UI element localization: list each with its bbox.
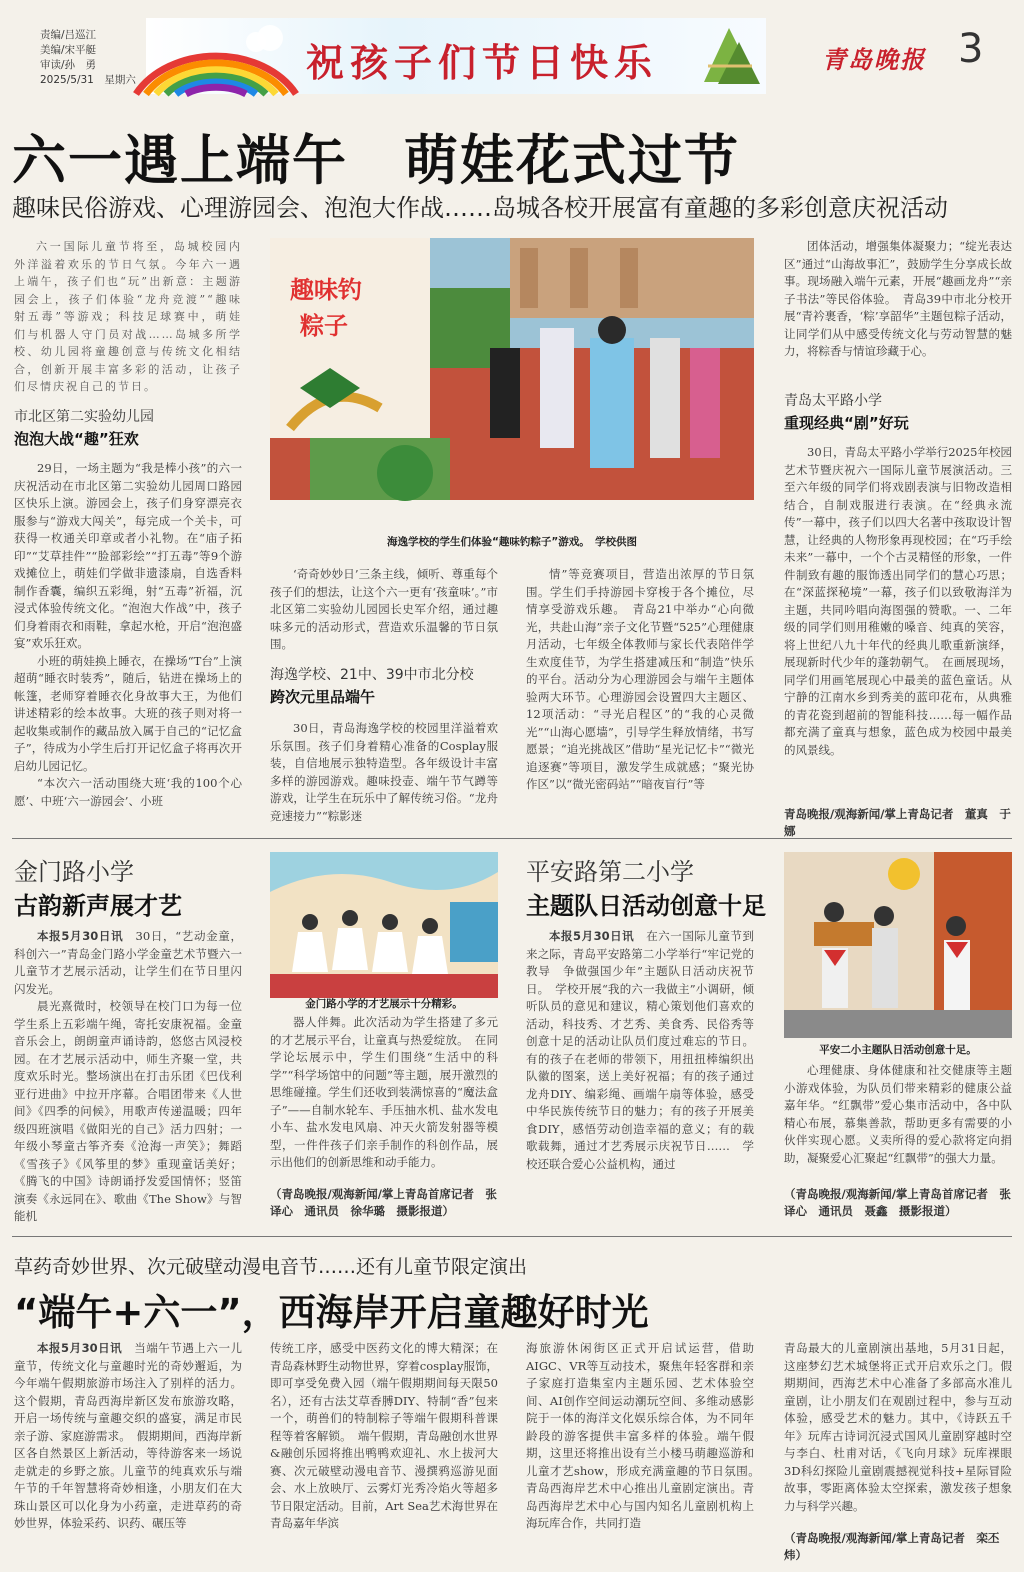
dateline: 本报5月30日讯: [37, 1341, 123, 1355]
divider: [12, 1236, 1012, 1237]
lead-paragraph: 六一国际儿童节将至，岛城校园内外洋溢着欢乐的节日气氛。今年六一遇上端午，孩子们也“玩”出新意：主题游园会上，孩子们体验“龙舟竞渡”“趣味射五毒”等游戏；科技足球赛中，萌娃们与机器人守门员对战……岛城多所学校、幼儿园将童趣创意与传统文化相结合，创新开展丰富多彩的活动，让孩子们尽情庆祝自己的节日。: [14, 240, 242, 393]
article-body: 海旅游休闲街区正式开启试运营，借助AIGC、VR等互动技术，聚焦年轻客群和亲子家庭打造集室内主题乐园、艺术体验空间、AI创作空间运动潮玩空间、多维动感影院于一体的海洋文化娱乐综合体，为不同年龄段的游客提供丰富多样的体验。端午假期，这里还将推出设有兰小楼马萌趣巡游和儿童才艺show，形成充满童趣的节日氛围。 青岛西海岸艺术中心推出儿童剧定演出。青岛西海岸艺术中心与国内知名儿童剧机构上海玩库合作，共同打造: [526, 1341, 766, 1530]
byline: （青岛晚报/观海新闻/掌上青岛首席记者 张译心 通讯员 徐华璐 摄影报道）: [270, 1187, 497, 1218]
bottom-subhead: 草药奇妙世界、次元破壁动漫电音节……还有儿童节限定演出: [14, 1256, 528, 1278]
article-body: 器人伴舞。此次活动为学生搭建了多元的才艺展示平台，让童真与热爱绽放。 在同学论坛展示中，学生们围绕“生活中的科学”“科学场馆中的问题”等主题，展开激烈的思维碰撞。学生们还收到装满惊喜的“魔法盒子”——自制水轮车、手压抽水机、盐水发电小车、盐水发电风扇、冲天火箭发射器等模型，一件件孩子们亲手制作的科创作品，展示出他们的创新思维和动手能力。: [270, 1015, 498, 1169]
credit-line: 审读/孙 勇: [40, 59, 97, 71]
article-body: 传统工序，感受中医药文化的博大精深；在青岛森林野生动物世界，穿着cosplay服饰，即可享受免费入园（端午假期期间每天限50名），还有古法艾草香膊DIY、特制“香”包来一个，萌兽们的特制粽子等端午假期科普课程等着客解锁。 端午假期，青岛融创水世界&融创乐园将推出鸭鸭欢迎礼、水上拔河大赛、次元破壁动漫电音节、漫撰鸦巡游见面会、水上放映厅、云雾灯光秀冷焰火等超多节日限定活动。目前，Art Sea艺术海世界在青岛嘉年华滨: [270, 1341, 498, 1530]
credit-line: 责编/吕巡江: [40, 29, 97, 41]
photo-caption: 海逸学校的学生们体验“趣味钓粽子”游戏。 学校供图: [386, 536, 638, 548]
photo-illustration: [270, 852, 498, 998]
page-number: 3: [958, 26, 984, 72]
section-title: 古韵新声展才艺: [14, 892, 182, 920]
zongzi-icon: [694, 22, 764, 92]
section-kicker: 金门路小学: [14, 858, 134, 886]
article-body: 本报5月30日讯 30日，“艺动金童，科创六一”青岛金门路小学金童艺术节暨六一儿童节才艺展示活动，让学生们在节日里闪闪发光。 晨光熹微时，校领导在校门口为每一位学生系上五彩端午绳，寄托安康祝福。金童音乐会上，朗朗童声诵诗韵，悠悠古风浸校园。在才艺展示活动中，师生齐聚一堂，共度欢乐时光。整场演出在打击乐团《巴伐利亚行进曲》中拉开序幕。合唱团带来《人世间》《四季的问候》，用歌声传递温暖；四年级四班演唱《做阳光的自己》活力四射；一年级小琴童古筝齐奏《沧海一声笑》；舞蹈《雪孩子》《风筝里的梦》重现童话美好；《腾飞的中国》诗朗诵抒发爱国情怀；竖笛演奏《永远同在》、歌曲《The Show》与智能机: [14, 929, 242, 1223]
paper-logo: 青岛晚报: [822, 45, 926, 74]
editor-credits: [40, 28, 136, 88]
photo-caption: 金门路小学的才艺展示十分精彩。: [305, 998, 463, 1010]
byline: 青岛晚报/观海新闻/掌上青岛记者 董真 于娜: [784, 807, 1011, 838]
section-title: 主题队日活动创意十足: [526, 892, 766, 920]
main-subhead: 趣味民俗游戏、心理游园会、泡泡大作战……岛城各校开展富有童趣的多彩创意庆祝活动: [12, 194, 948, 222]
main-headline: 六一遇上端午 萌娃花式过节: [12, 129, 740, 192]
photo-caption: 平安二小主题队日活动创意十足。: [819, 1044, 977, 1056]
article-body: 心理健康、身体健康和社交健康等主题小游戏体验，为队员们带来精彩的健康公益嘉年华。“红飘带”爱心集市活动中，各中队精心布展，慕集善款，帮助更多有需要的小伙伴实现心愿。义卖所得的爱心款将定向捐助，凝聚爱心汇聚起“红飘带”的强大力量。: [784, 1063, 1012, 1165]
rainbow-icon: [146, 18, 306, 94]
article-body: 30日，青岛海逸学校的校园里洋溢着欢乐氛围。孩子们身着精心准备的Cosplay服装，自信地展示独特造型。各年级设计丰富多样的游园游戏。趣味投壶、端午节气蹲等游戏，让学生在玩乐中了解传统习俗。“龙舟竞速接力”“粽影迷: [270, 721, 498, 823]
article-body: 本报5月30日讯 在六一国际儿童节到来之际，青岛平安路第二小学举行“牢记党的教导 争做强国少年”主题队日活动庆祝节日。 学校开展“我的六一我做主”小调研，倾听队员的意见和建议，精心策划他们喜欢的活动，科技秀、才艺秀、美食秀、民俗秀等创意十足的活动让队员们度过难忘的节日。有的孩子在老师的带领下，用扭扭棒编织出队徽的图案，送上美好祝福；有的孩子通过龙舟DIY、编彩绳、画端午扇等体验，感受中华民族传统节日的魅力；有的孩子开展美食DIY，感悟劳动创造幸福的意义；有的载歌载舞，通过才艺秀展示庆祝节日…… 学校还联合爱心公益机构，通过: [526, 929, 754, 1171]
dateline: 本报5月30日讯: [549, 929, 635, 943]
credit-line: 美编/宋平艇: [40, 44, 97, 56]
photo-fishing-zongzi: [270, 238, 754, 500]
section-kicker: 平安路第二小学: [526, 858, 694, 886]
article-body: 本报5月30日讯 当端午节遇上六一儿童节，传统文化与童趣时光的奇妙邂逅，为今年端午假期旅游市场注入了别样的活力。这个假期，青岛西海岸新区发布旅游攻略，开启一场传统与童趣交织的盛宴，满足市民亲子游、家庭游需求。 假期期间，西海岸新区各自然景区上新活动，等待游客来一场说走就走的乡野之旅。儿童节的纯真欢乐与端午节的千年智慧将奇妙相逢，小朋友们在大珠山景区可以化身为小药童，走进草药的奇妙世界，体验采药、识药、碾压等: [14, 1341, 242, 1530]
byline: （青岛晚报/观海新闻/掌上青岛首席记者 张译心 通讯员 聂鑫 摄影报道）: [784, 1187, 1011, 1218]
dateline: 本报5月30日讯: [37, 929, 124, 943]
section-title: 重现经典“剧”好玩: [784, 414, 909, 432]
section-title: 泡泡大战“趣”狂欢: [14, 430, 139, 448]
photo-performance: [270, 852, 498, 998]
issue-date: 2025/5/31 星期六: [40, 74, 136, 86]
svg-text:粽子: 粽子: [300, 312, 348, 340]
section-title: 跨次元里品端午: [270, 688, 376, 706]
section-kicker: 市北区第二实验幼儿园: [14, 409, 154, 425]
article-body: 30日，青岛太平路小学举行2025年校园艺术节暨庆祝六一国际儿童节展演活动。三至六年级的同学们将戏剧表演与旧物改造相结合，自制戏服进行表演。在“经典永流传”一幕中，孩子们以四大名著中孩取设计智慧，让经典的人物形象再现校园；在“巧手绘未来”一幕中，一个个古灵精怪的形象，一件件制致有趣的服饰透出同学们的慧心巧思；在“深蓝探秘境”一幕，孩子们以致敬海洋为主题，共同吟唱向海图强的赞歌。一、二年级的同学们则用稚嫩的嗓音、纯真的笑容，将上世纪八九十年代的经典儿歌重新演绎，展现新时代少年的蓬勃朝气。 在画展现场，同学们用画笔展现心中最美的蓝色童话。从宁静的江南水乡到秀美的蓝印花布，从典雅的青花瓷到超前的智能科技……每一幅作品都充满了童真与想象，蓝色成为校园中最美的风景线。: [784, 445, 1012, 757]
divider: [12, 838, 1012, 839]
holiday-banner: [146, 18, 766, 94]
article-body: 青岛最大的儿童剧演出基地，5月31日起，这座梦幻艺术城堡将正式开启欢乐之门。假期期间，西海艺术中心准备了多部高水准儿童剧，让小朋友们在观剧过程中，参与互动体验，感受艺术的魅力。其中，《诗跃五千年》玩库古诗词沉浸式国风儿童剧穿越时空与李白、杜甫对话，《飞向月球》玩库裸眼3D科幻探险儿童剧震撼视觉科技+星际冒险故事，零距离体验太空探索，激发孩子想象力与科学兴趣。: [784, 1341, 1012, 1513]
section-kicker: 青岛太平路小学: [784, 393, 882, 409]
article-body: 团体活动，增强集体凝聚力；“绽光表达区”通过“山海故事汇”，鼓励学生分享成长故事。现场融入端午元素，开展“趣画龙舟”“亲子书法”等民俗体验。 青岛39中市北分校开展“青衿裹香，‘粽’享韶华”主题包粽子活动，让同学们从中感受传统文化与劳动智慧的魅力，将粽香与情谊珍藏于心。: [784, 239, 1012, 358]
article-body: 情”等竞赛项目，营造出浓厚的节日氛围。学生们手持游园卡穿梭于各个摊位，尽情享受游戏乐趣。 青岛21中举办“心向微光，共赴山海”亲子文化节暨“525”心理健康月活动，七年级全体教师与家长代表陪伴学生欢度佳节，为学生搭建减压和“制造”快乐的平台。活动分为心理游园会与端午主题体验两大环节。心理游园会设置四大主题区、12项活动：“寻光启程区”的“我的心灵微光”“山海心愿墙”，引导学生释放情绪，书写愿景；“追光挑战区”借助“星光记忆卡”“微光追逐赛”等项目，激发学生成就感；“聚光协作区”以“微光密码站”“暗夜盲行”等: [526, 567, 754, 791]
svg-text:趣味钓: 趣味钓: [290, 276, 362, 304]
section-kicker: 海逸学校、21中、39中市北分校: [270, 667, 474, 683]
article-body: ‘奇奇妙妙日’三条主线，倾听、尊重每个孩子们的想法，让这个六一更有‘孩童味’。”市北区第二实验幼儿园园长史军介绍，通过趣味多元的活动形式，营造欢乐温馨的节日氛围。: [270, 567, 498, 651]
bottom-headline: “端午+六一”，西海岸开启童趣好时光: [14, 1291, 649, 1334]
photo-team-day: [784, 852, 1012, 1038]
banner-title: 祝孩子们节日快乐: [306, 40, 659, 85]
byline: （青岛晚报/观海新闻/掌上青岛记者 栾丕炜）: [784, 1531, 1000, 1562]
photo-illustration: [784, 852, 1012, 1038]
photo-illustration: [270, 238, 754, 500]
article-body: 29日，一场主题为“我是棒小孩”的六一庆祝活动在市北区第二实验幼儿园周口路园区快乐上演。游园会上，孩子们身穿漂亮衣服参与“游戏大闯关”，每完成一个关卡，可获得一枚通关印章或者小礼物。在“庙子拓印”“艾草挂件”“脸部彩绘”“打五毒”等9个游戏摊位上，萌娃们学做非遗漆扇，自选香料制作香囊，编织五彩绳，射“五毒”祈福，沉浸式体验传统文化。“泡泡大作战”中，孩子们身着雨衣和雨鞋，拿起水枪，开启“泡泡盛宴”欢乐狂欢。 小班的萌娃换上睡衣，在操场“T台”上演超萌“睡衣时装秀”，随后，钻进在操场上的帐篷，老师穿着睡衣化身故事大王，为他们讲述精彩的绘本故事。大班的孩子则对将一起收集或制作的藏品放入属于自己的“记忆盒子”，待成为小学生后打开记忆盒子将再次开启幼儿园记忆。 “本次六一活动围绕大班‘我的100个心愿’、中班‘六一游园会’、小班: [14, 461, 242, 808]
